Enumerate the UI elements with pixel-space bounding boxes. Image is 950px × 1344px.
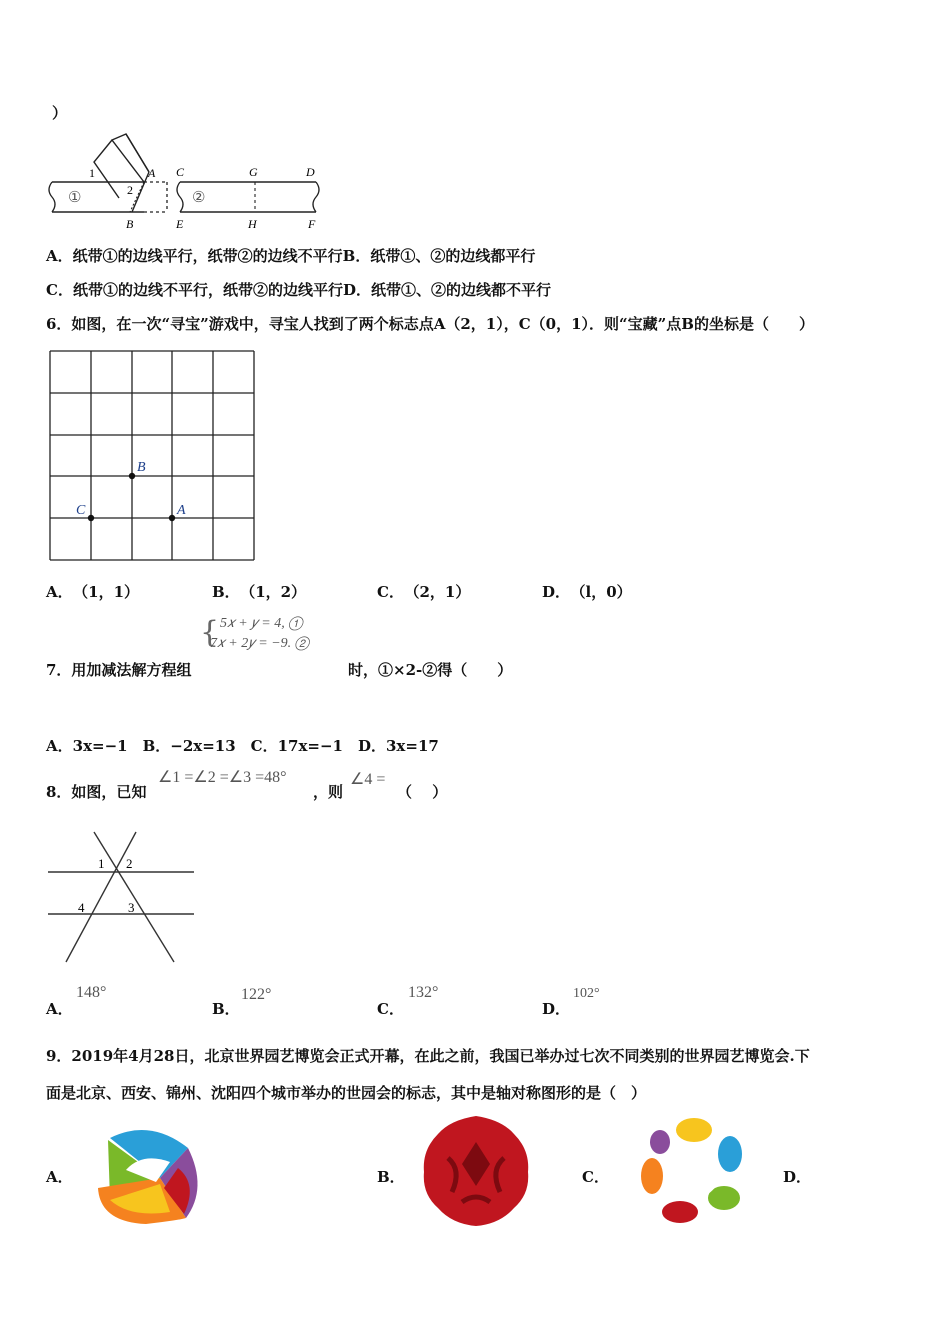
grid-figure <box>48 349 258 563</box>
q8-option-a-letter: A． <box>46 1000 73 1018</box>
question-6-stem: 6．如图，在一次“寻宝”游戏中，寻宝人找到了两个标志点A（2，1），C（0，1）．则“宝藏”点B的坐标是（ ） <box>46 315 814 333</box>
fig5-strip-1: ① <box>68 190 82 206</box>
paper-strips-figure <box>44 132 334 232</box>
question-7-stem: 7．用加减法解方程组 <box>46 661 192 679</box>
point-C <box>88 515 94 521</box>
q8-mid: ，则 <box>313 783 344 801</box>
q8-tail: （ ） <box>397 783 448 801</box>
question-9-line-2: 面是北京、西安、锦州、沈阳四个城市举办的世园会的标志，其中是轴对称图形的是（ ） <box>46 1084 647 1102</box>
q9-option-d-letter: D． <box>783 1168 812 1186</box>
fig5-label-1: 1 <box>89 166 95 180</box>
label-B: B <box>137 460 146 475</box>
jinzhou-expo-logo-icon <box>634 1114 754 1226</box>
brace-icon: { <box>200 615 220 650</box>
fig5-label-E: E <box>176 217 184 231</box>
question-8-stem: 8．如图，已知 <box>46 783 147 801</box>
q8-option-d-letter: D． <box>542 1000 571 1018</box>
question-7-tail: 时，①×2-②得（ ） <box>348 661 513 679</box>
equation-1: 5𝑥 + 𝑦 = 4, ① <box>220 616 303 631</box>
angle-label-3: 3 <box>128 900 135 915</box>
fig5-strip-2: ② <box>192 190 206 206</box>
q6-option-b: B． （1，2） <box>212 583 307 601</box>
question-5-tail: ） <box>52 104 68 122</box>
fig5-label-D: D <box>306 165 315 179</box>
fig5-label-B: B <box>126 217 134 231</box>
q8-condition: ∠1 =∠2 =∠3 =48° <box>158 769 287 786</box>
q8-option-c-letter: C． <box>377 1000 404 1018</box>
q9-option-a-letter: A． <box>46 1168 73 1186</box>
q8-option-b-value: 122° <box>241 986 272 1003</box>
q9-option-b-letter: B． <box>377 1168 405 1186</box>
fig5-label-H: H <box>248 217 257 231</box>
question-9-line-1: 9．2019年4月28日，北京世界园艺博览会正式开幕，在此之前，我国已举办过七次不同类别的世界园艺博览会.下 <box>46 1047 810 1065</box>
q8-option-a-value: 148° <box>76 984 107 1001</box>
angle-label-4: 4 <box>78 900 85 915</box>
q8-target: ∠4 = <box>350 771 386 788</box>
fig5-label-G: G <box>249 165 258 179</box>
xian-expo-logo-icon <box>418 1112 534 1230</box>
q5-option-line-1: A．纸带①的边线平行，纸带②的边线不平行B．纸带①、②的边线都平行 <box>46 247 536 265</box>
q9-option-c-letter: C． <box>582 1168 609 1186</box>
q8-option-c-value: 132° <box>408 984 439 1001</box>
angle-label-1: 1 <box>98 856 105 871</box>
fig5-label-A: A <box>148 166 156 180</box>
beijing-expo-logo-icon <box>90 1118 210 1228</box>
fig5-label-C: C <box>176 165 185 179</box>
equation-2: 7𝑥 + 2𝑦 = −9. ② <box>210 636 309 651</box>
equation-system <box>200 614 350 656</box>
q8-option-b-letter: B． <box>212 1000 240 1018</box>
q7-options: A．3x=−1 B．−2x=13 C．17x=−1 D．3x=17 <box>46 737 439 755</box>
q5-option-line-2: C．纸带①的边线不平行，纸带②的边线平行D．纸带①、②的边线都不平行 <box>46 281 551 299</box>
q6-option-d: D． （l，0） <box>542 583 632 601</box>
q8-option-d-value: 102° <box>573 986 600 1001</box>
point-B <box>129 473 135 479</box>
angle-label-2: 2 <box>126 856 133 871</box>
label-A: A <box>177 503 186 518</box>
angles-figure <box>44 828 200 968</box>
fig5-label-2: 2 <box>127 183 133 197</box>
fig5-label-F: F <box>308 217 316 231</box>
label-C: C <box>76 503 86 518</box>
q6-option-c: C． （2，1） <box>377 583 471 601</box>
point-A <box>169 515 175 521</box>
q6-option-a: A． （1，1） <box>46 583 140 601</box>
